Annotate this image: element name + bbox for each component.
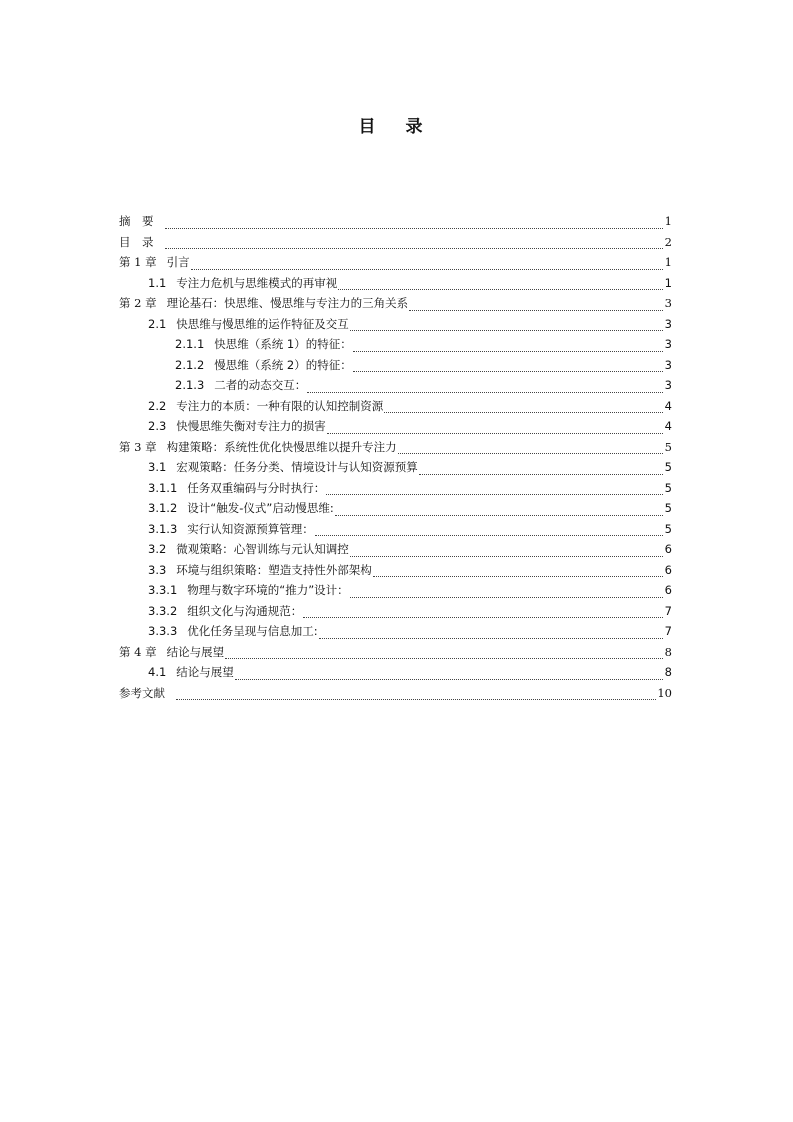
toc-entry-contents[interactable] xyxy=(119,234,672,255)
toc-entry-page: 8 xyxy=(664,644,672,659)
toc-entry-label: 专注力的本质：一种有限的认知控制资源 xyxy=(176,398,384,413)
toc-entry-label: 组织文化与沟通规范： xyxy=(187,603,303,618)
toc-entry-number: 2.1 xyxy=(148,316,167,331)
toc-entry-3-3-3[interactable] xyxy=(119,623,672,644)
toc-entry-number: 第 4 章 xyxy=(119,644,157,659)
dot-leader xyxy=(419,473,663,475)
toc-entry-chapter-3[interactable] xyxy=(119,439,672,460)
toc-entry-page: 5 xyxy=(664,480,672,495)
toc-entry-label: 环境与组织策略：塑造支持性外部架构 xyxy=(176,562,372,577)
table-of-contents xyxy=(119,213,672,705)
toc-entry-number: 3.3 xyxy=(148,562,167,577)
dot-leader xyxy=(384,411,663,413)
toc-entry-3-1-1[interactable] xyxy=(119,480,672,501)
page-title: 目 录 xyxy=(358,117,435,137)
toc-entry-label: 快思维与慢思维的运作特征及交互 xyxy=(176,316,349,331)
toc-entry-page: 2 xyxy=(664,234,672,249)
dot-leader xyxy=(398,452,663,454)
toc-entry-page: 3 xyxy=(664,337,672,351)
toc-entry-page: 1 xyxy=(664,255,672,269)
toc-entry-2-1-2[interactable] xyxy=(119,357,672,378)
toc-entry-label: 专注力危机与思维模式的再审视 xyxy=(176,275,338,290)
toc-entry-3-1-2[interactable] xyxy=(119,500,672,521)
toc-entry-number: 3.1 xyxy=(148,460,167,474)
toc-entry-page: 6 xyxy=(664,542,672,556)
toc-entry-page: 3 xyxy=(664,296,672,310)
dot-leader xyxy=(326,493,663,495)
toc-entry-label: 宏观策略：任务分类、情境设计与认知资源预算 xyxy=(176,460,418,474)
toc-entry-label: 二者的动态交互： xyxy=(214,378,307,392)
dot-leader xyxy=(191,268,663,270)
toc-entry-page: 7 xyxy=(664,603,672,618)
toc-entry-label: 慢思维（系统 2）的特征： xyxy=(214,357,352,372)
toc-entry-page: 3 xyxy=(664,378,672,392)
dot-leader xyxy=(235,678,663,680)
toc-entry-number: 目 录 xyxy=(119,234,154,249)
toc-entry-chapter-2[interactable] xyxy=(119,295,672,316)
dot-leader xyxy=(165,247,664,249)
dot-leader xyxy=(176,698,656,700)
toc-entry-label: 任务双重编码与分时执行： xyxy=(187,480,326,495)
dot-leader xyxy=(338,288,663,290)
toc-entry-page: 3 xyxy=(664,357,672,372)
toc-entry-abstract[interactable] xyxy=(119,213,672,234)
toc-entry-page: 1 xyxy=(664,275,672,290)
toc-entry-number: 2.2 xyxy=(148,398,167,413)
toc-entry-references[interactable] xyxy=(119,685,672,706)
dot-leader xyxy=(373,575,663,577)
toc-entry-3-3[interactable] xyxy=(119,562,672,583)
dot-leader xyxy=(335,514,663,516)
toc-entry-chapter-1[interactable] xyxy=(119,254,672,275)
toc-entry-1-1[interactable] xyxy=(119,275,672,296)
toc-entry-page: 5 xyxy=(664,521,672,536)
dot-leader xyxy=(327,432,663,434)
toc-entry-label: 设计“触发-仪式”启动慢思维: xyxy=(187,501,334,515)
toc-entry-label: 物理与数字环境的“推力”设计： xyxy=(187,583,349,597)
toc-entry-label: 优化任务呈现与信息加工: xyxy=(187,624,318,638)
toc-entry-page: 6 xyxy=(664,583,672,597)
toc-entry-label: 结论与展望 xyxy=(176,665,234,679)
toc-entry-page: 8 xyxy=(664,665,672,679)
toc-entry-number: 1.1 xyxy=(148,275,167,290)
dot-leader xyxy=(350,329,663,331)
dot-leader xyxy=(353,350,663,352)
toc-entry-page: 1 xyxy=(664,214,672,228)
toc-entry-number: 第 3 章 xyxy=(119,439,157,454)
toc-entry-2-3[interactable] xyxy=(119,418,672,439)
toc-entry-3-3-2[interactable] xyxy=(119,603,672,624)
toc-entry-label: 快慢思维失衡对专注力的损害 xyxy=(176,419,326,433)
dot-leader xyxy=(307,391,663,393)
toc-entry-number: 2.1.2 xyxy=(175,357,205,372)
toc-entry-number: 3.3.3 xyxy=(148,624,178,638)
dot-leader xyxy=(315,534,663,536)
toc-entry-number: 4.1 xyxy=(148,665,167,679)
toc-entry-number: 参考文献 xyxy=(119,685,165,700)
dot-leader xyxy=(350,555,663,557)
toc-entry-page: 3 xyxy=(664,316,672,331)
toc-entry-number: 2.1.3 xyxy=(175,378,205,392)
toc-entry-number: 摘 要 xyxy=(119,214,154,228)
dot-leader xyxy=(165,227,664,229)
toc-entry-2-1[interactable] xyxy=(119,316,672,337)
toc-entry-number: 2.3 xyxy=(148,419,167,433)
dot-leader xyxy=(350,596,663,598)
toc-entry-label: 实行认知资源预算管理： xyxy=(187,521,314,536)
toc-entry-label: 快思维（系统 1）的特征： xyxy=(214,337,352,351)
toc-entry-3-3-1[interactable] xyxy=(119,582,672,603)
toc-entry-label: 引言 xyxy=(166,255,190,269)
toc-entry-label: 结论与展望 xyxy=(166,644,225,659)
toc-entry-3-2[interactable] xyxy=(119,541,672,562)
dot-leader xyxy=(353,370,663,372)
toc-entry-number: 3.3.2 xyxy=(148,603,178,618)
toc-entry-label: 构建策略：系统性优化快慢思维以提升专注力 xyxy=(166,439,397,454)
toc-entry-number: 3.1.2 xyxy=(148,501,178,515)
toc-entry-page: 7 xyxy=(664,624,672,638)
toc-entry-4-1[interactable] xyxy=(119,664,672,685)
toc-entry-chapter-4[interactable] xyxy=(119,644,672,665)
toc-entry-2-2[interactable] xyxy=(119,398,672,419)
toc-entry-page: 5 xyxy=(664,501,672,515)
toc-entry-number: 第 2 章 xyxy=(119,296,157,310)
toc-entry-label: 微观策略：心智训练与元认知调控 xyxy=(176,542,349,556)
toc-entry-number: 3.1.1 xyxy=(148,480,178,495)
dot-leader xyxy=(303,616,663,618)
toc-entry-page: 10 xyxy=(657,685,672,700)
toc-entry-2-1-3[interactable] xyxy=(119,377,672,398)
toc-entry-number: 3.3.1 xyxy=(148,583,178,597)
toc-entry-page: 6 xyxy=(664,562,672,577)
toc-entry-number: 3.1.3 xyxy=(148,521,178,536)
toc-entry-page: 5 xyxy=(664,439,672,454)
toc-entry-label: 理论基石：快思维、慢思维与专注力的三角关系 xyxy=(166,296,409,310)
toc-entry-3-1-3[interactable] xyxy=(119,521,672,542)
toc-entry-2-1-1[interactable] xyxy=(119,336,672,357)
toc-entry-number: 2.1.1 xyxy=(175,337,205,351)
toc-entry-page: 4 xyxy=(664,398,672,413)
toc-entry-3-1[interactable] xyxy=(119,459,672,480)
toc-entry-number: 3.2 xyxy=(148,542,167,556)
toc-entry-page: 5 xyxy=(664,460,672,474)
dot-leader xyxy=(409,309,663,311)
toc-entry-page: 4 xyxy=(664,419,672,433)
dot-leader xyxy=(319,637,663,639)
toc-entry-number: 第 1 章 xyxy=(119,255,157,269)
dot-leader xyxy=(225,657,663,659)
